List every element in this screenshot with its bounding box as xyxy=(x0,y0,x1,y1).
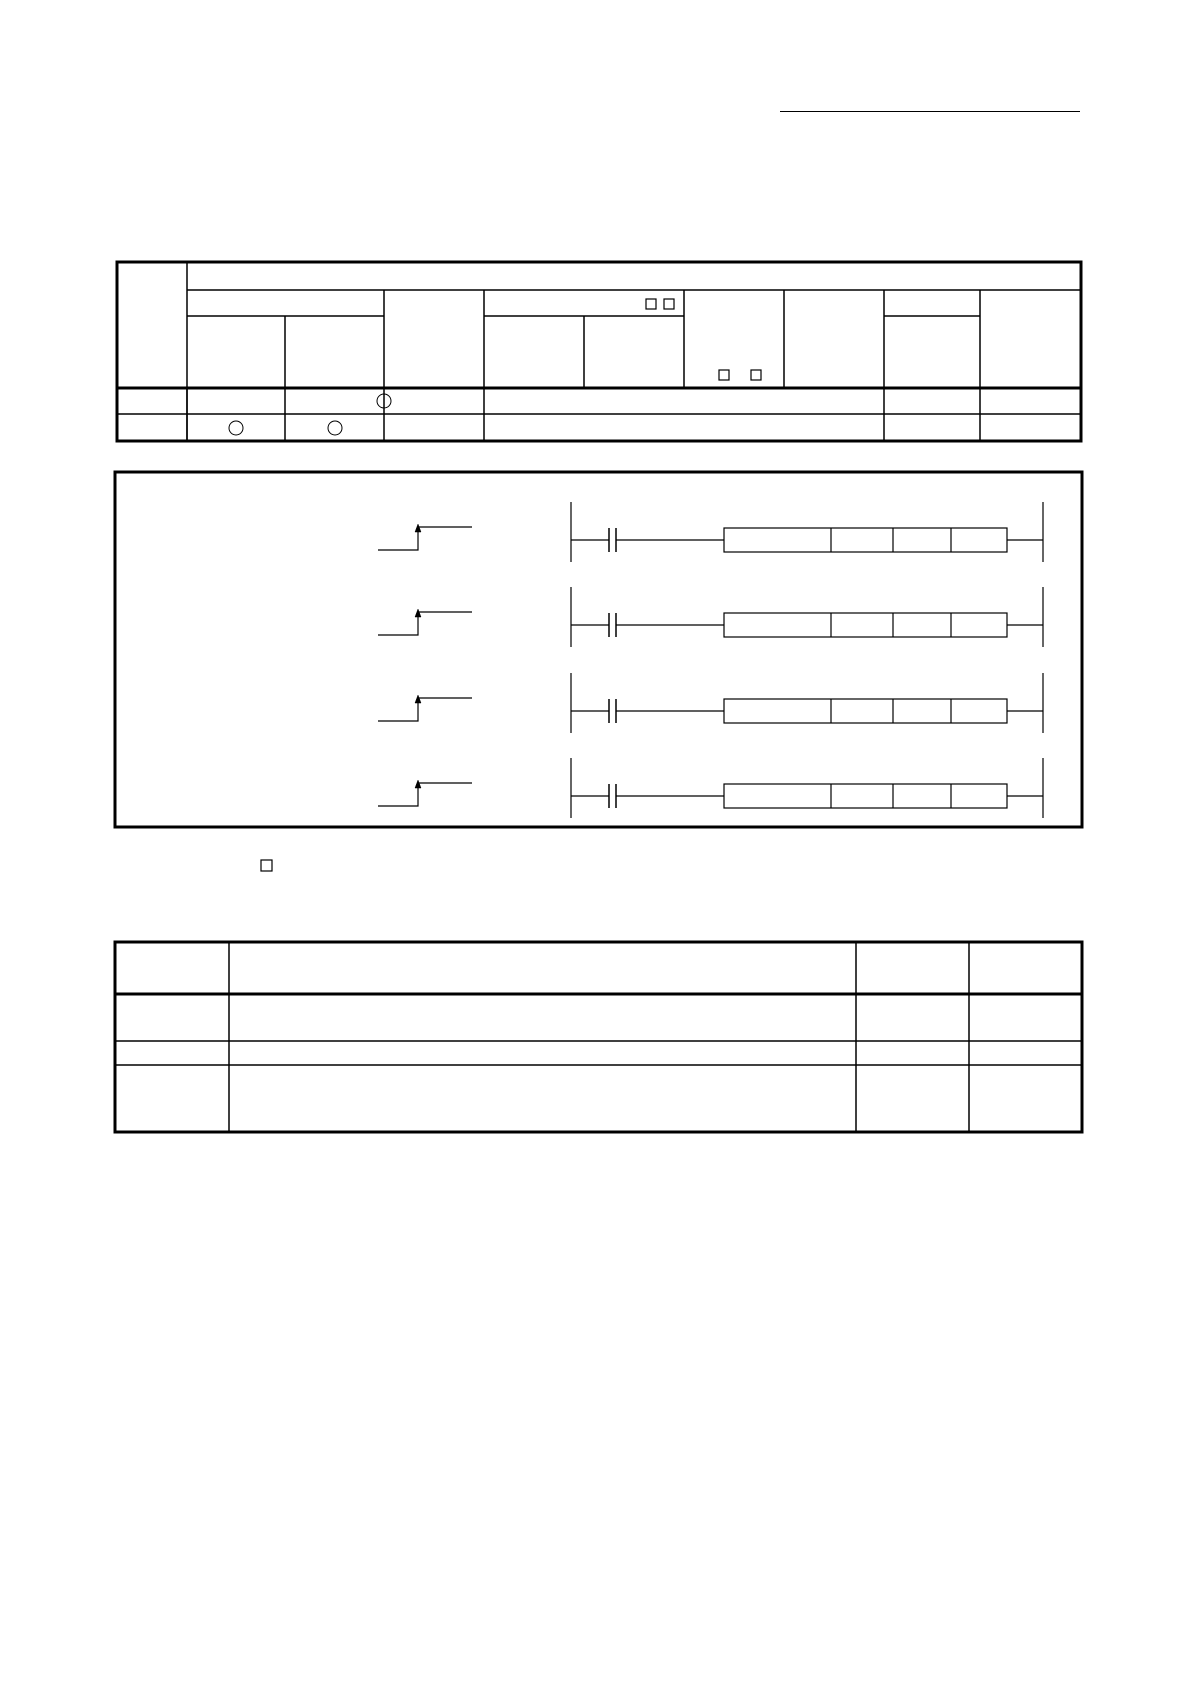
rising-edge-arrow xyxy=(415,695,421,703)
rising-edge-symbol xyxy=(378,612,472,635)
square-mark xyxy=(646,299,656,309)
circle-mark xyxy=(229,421,243,435)
ladder-frame xyxy=(115,472,1082,827)
rising-edge-arrow xyxy=(415,609,421,617)
rising-edge-symbol xyxy=(378,698,472,721)
instruction-box xyxy=(724,784,1007,808)
rising-edge-arrow xyxy=(415,524,421,532)
instruction-box xyxy=(724,528,1007,552)
instruction-box xyxy=(724,613,1007,637)
square-mark xyxy=(261,860,272,871)
square-mark xyxy=(664,299,674,309)
rising-edge-symbol xyxy=(378,527,472,550)
circle-mark xyxy=(328,421,342,435)
rising-edge-arrow xyxy=(415,780,421,788)
square-mark xyxy=(751,370,761,380)
instruction-box xyxy=(724,699,1007,723)
setting-table-frame xyxy=(115,942,1082,1132)
square-mark xyxy=(719,370,729,380)
rising-edge-symbol xyxy=(378,783,472,806)
